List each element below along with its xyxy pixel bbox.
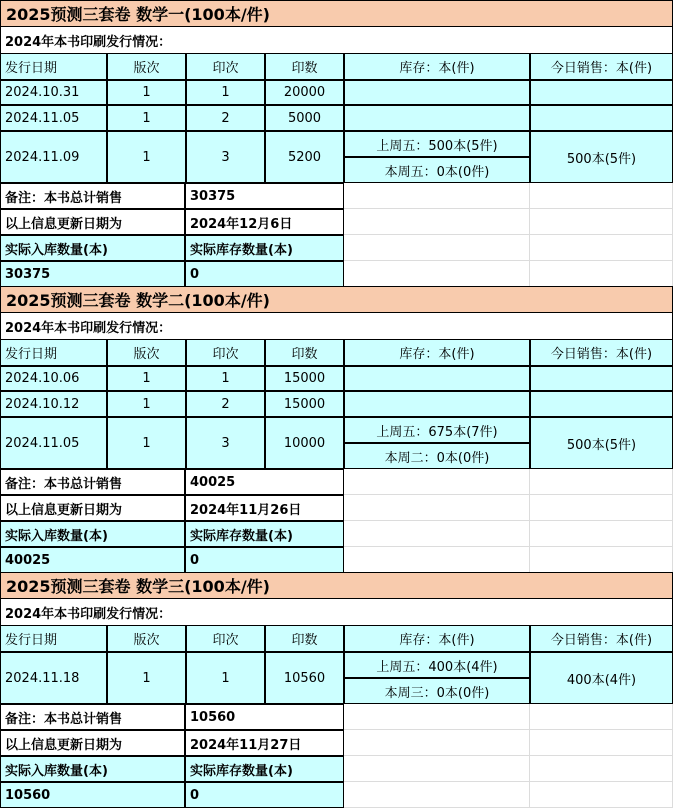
printing-cell: 1: [186, 366, 265, 391]
empty-grid-cell: [530, 209, 673, 235]
sales-empty-cell: [530, 105, 673, 131]
column-header: 今日销售：本(件): [530, 625, 673, 652]
empty-grid-cell: [344, 756, 530, 782]
edition-cell: 1: [107, 391, 186, 417]
release-date-cell: 2024.11.05: [0, 105, 107, 131]
column-header: 版次: [107, 53, 186, 80]
release-date-cell: 2024.10.31: [0, 80, 107, 105]
column-header: 印次: [186, 53, 265, 80]
empty-grid-cell: [530, 704, 673, 730]
section-title: 2025预测三套卷 数学二(100本/件): [0, 286, 673, 313]
section-title: 2025预测三套卷 数学一(100本/件): [0, 0, 673, 27]
empty-grid-cell: [530, 730, 673, 756]
stock-empty-cell: [344, 366, 530, 391]
today-sales-cell: 500本(5件): [530, 131, 673, 183]
release-date-cell: 2024.10.12: [0, 391, 107, 417]
empty-grid-cell: [344, 782, 530, 808]
column-header: 印次: [186, 625, 265, 652]
column-header: 今日销售：本(件): [530, 339, 673, 366]
actual-quantity-header-label: 实际入库数量(本): [0, 235, 185, 261]
printing-cell: 1: [186, 652, 265, 704]
printing-cell: 2: [186, 391, 265, 417]
printing-cell: 2: [186, 105, 265, 131]
actual-quantity-value-value: 0: [185, 547, 344, 573]
empty-grid-cell: [530, 756, 673, 782]
update-date-label: 以上信息更新日期为: [0, 730, 185, 756]
total-sales-value: 10560: [185, 704, 344, 730]
stock-empty-cell: [344, 80, 530, 105]
today-sales-cell: 400本(4件): [530, 652, 673, 704]
printing-cell: 3: [186, 131, 265, 183]
empty-grid-cell: [530, 547, 673, 573]
column-header: 库存：本(件): [344, 625, 530, 652]
column-header: 印数: [265, 339, 344, 366]
column-header: 印数: [265, 625, 344, 652]
print-quantity-cell: 15000: [265, 391, 344, 417]
edition-cell: 1: [107, 652, 186, 704]
actual-quantity-header-value: 实际库存数量(本): [185, 235, 344, 261]
print-quantity-cell: 5200: [265, 131, 344, 183]
total-sales-value: 30375: [185, 183, 344, 209]
stock-empty-cell: [344, 105, 530, 131]
edition-cell: 1: [107, 131, 186, 183]
actual-quantity-value-label: 10560: [0, 782, 185, 808]
empty-grid-cell: [344, 521, 530, 547]
column-header: 发行日期: [0, 53, 107, 80]
stock-last-week-cell: 上周五：400本(4件): [344, 652, 530, 678]
section-subtitle: 2024年本书印刷发行情况：: [0, 27, 673, 53]
sales-empty-cell: [530, 80, 673, 105]
empty-grid-cell: [344, 547, 530, 573]
total-sales-label: 备注：本书总计销售: [0, 704, 185, 730]
empty-grid-cell: [344, 209, 530, 235]
stock-last-week-cell: 上周五：500本(5件): [344, 131, 530, 157]
sales-empty-cell: [530, 366, 673, 391]
stock-this-week-cell: 本周五：0本(0件): [344, 157, 530, 183]
empty-grid-cell: [344, 235, 530, 261]
empty-grid-cell: [530, 261, 673, 287]
empty-grid-cell: [344, 704, 530, 730]
empty-grid-cell: [344, 730, 530, 756]
sales-empty-cell: [530, 391, 673, 417]
empty-grid-cell: [530, 469, 673, 495]
column-header: 发行日期: [0, 625, 107, 652]
section-subtitle: 2024年本书印刷发行情况：: [0, 599, 673, 625]
empty-grid-cell: [344, 261, 530, 287]
actual-quantity-value-value: 0: [185, 782, 344, 808]
edition-cell: 1: [107, 80, 186, 105]
update-date-value: 2024年12月6日: [185, 209, 344, 235]
update-date-label: 以上信息更新日期为: [0, 209, 185, 235]
empty-grid-cell: [344, 495, 530, 521]
empty-grid-cell: [530, 782, 673, 808]
release-date-cell: 2024.11.05: [0, 417, 107, 469]
column-header: 库存：本(件): [344, 339, 530, 366]
stock-this-week-cell: 本周二：0本(0件): [344, 443, 530, 469]
edition-cell: 1: [107, 417, 186, 469]
print-quantity-cell: 10560: [265, 652, 344, 704]
column-header: 版次: [107, 625, 186, 652]
actual-quantity-value-value: 0: [185, 261, 344, 287]
actual-quantity-header-label: 实际入库数量(本): [0, 521, 185, 547]
actual-quantity-value-label: 30375: [0, 261, 185, 287]
release-date-cell: 2024.11.09: [0, 131, 107, 183]
printing-cell: 1: [186, 80, 265, 105]
total-sales-label: 备注：本书总计销售: [0, 183, 185, 209]
update-date-value: 2024年11月26日: [185, 495, 344, 521]
empty-grid-cell: [344, 469, 530, 495]
column-header: 发行日期: [0, 339, 107, 366]
total-sales-label: 备注：本书总计销售: [0, 469, 185, 495]
empty-grid-cell: [530, 183, 673, 209]
edition-cell: 1: [107, 366, 186, 391]
empty-grid-cell: [344, 183, 530, 209]
print-quantity-cell: 15000: [265, 366, 344, 391]
actual-quantity-header-label: 实际入库数量(本): [0, 756, 185, 782]
release-date-cell: 2024.11.18: [0, 652, 107, 704]
column-header: 版次: [107, 339, 186, 366]
printing-cell: 3: [186, 417, 265, 469]
column-header: 印数: [265, 53, 344, 80]
actual-quantity-header-value: 实际库存数量(本): [185, 521, 344, 547]
empty-grid-cell: [530, 521, 673, 547]
empty-grid-cell: [530, 235, 673, 261]
edition-cell: 1: [107, 105, 186, 131]
update-date-label: 以上信息更新日期为: [0, 495, 185, 521]
column-header: 库存：本(件): [344, 53, 530, 80]
empty-grid-cell: [530, 495, 673, 521]
release-date-cell: 2024.10.06: [0, 366, 107, 391]
column-header: 今日销售：本(件): [530, 53, 673, 80]
column-header: 印次: [186, 339, 265, 366]
today-sales-cell: 500本(5件): [530, 417, 673, 469]
actual-quantity-header-value: 实际库存数量(本): [185, 756, 344, 782]
actual-quantity-value-label: 40025: [0, 547, 185, 573]
stock-last-week-cell: 上周五：675本(7件): [344, 417, 530, 443]
section-subtitle: 2024年本书印刷发行情况：: [0, 313, 673, 339]
print-quantity-cell: 10000: [265, 417, 344, 469]
update-date-value: 2024年11月27日: [185, 730, 344, 756]
print-quantity-cell: 5000: [265, 105, 344, 131]
stock-empty-cell: [344, 391, 530, 417]
section-title: 2025预测三套卷 数学三(100本/件): [0, 572, 673, 599]
print-quantity-cell: 20000: [265, 80, 344, 105]
stock-this-week-cell: 本周三：0本(0件): [344, 678, 530, 704]
total-sales-value: 40025: [185, 469, 344, 495]
